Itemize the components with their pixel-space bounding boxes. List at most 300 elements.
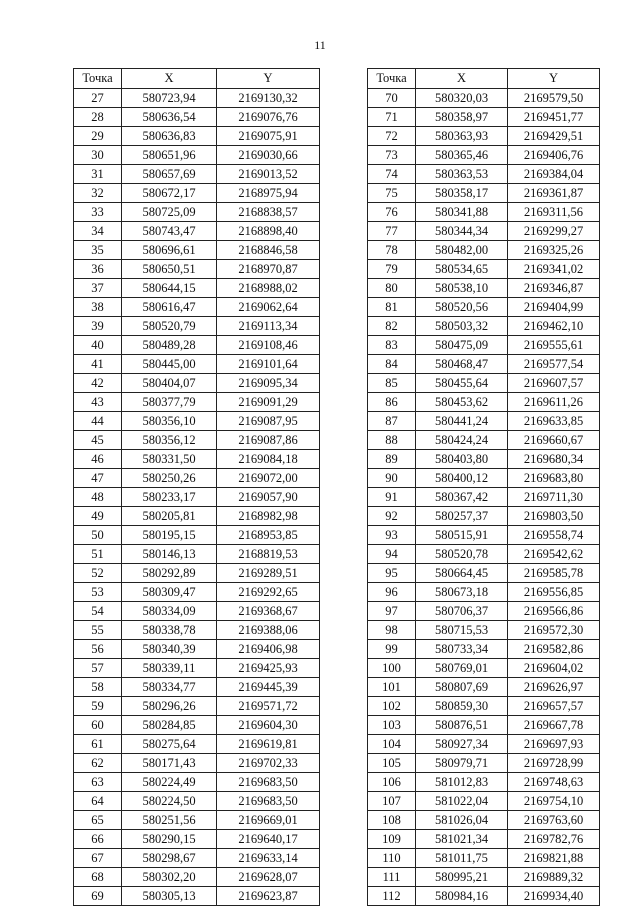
cell-point: 110: [368, 849, 416, 868]
cell-y: 2169030,66: [217, 146, 320, 165]
table-row: [74, 431, 320, 450]
cell-point: 62: [74, 754, 122, 773]
table-row: [368, 583, 600, 602]
table-row: [368, 792, 600, 811]
table-row: [74, 602, 320, 621]
cell-y: 2169108,46: [217, 336, 320, 355]
cell-point: 111: [368, 868, 416, 887]
cell-point: 40: [74, 336, 122, 355]
cell-y: 2169667,78: [508, 716, 600, 735]
cell-x: 580725,09: [122, 203, 217, 222]
cell-point: 94: [368, 545, 416, 564]
cell-y: 2168838,57: [217, 203, 320, 222]
table-row: [74, 260, 320, 279]
cell-point: 81: [368, 298, 416, 317]
cell-y: 2169072,00: [217, 469, 320, 488]
table-row: [368, 222, 600, 241]
cell-x: 581022,04: [416, 792, 508, 811]
cell-x: 580672,17: [122, 184, 217, 203]
cell-x: 581021,34: [416, 830, 508, 849]
table-row: [368, 260, 600, 279]
cell-y: 2169542,62: [508, 545, 600, 564]
table-row: [74, 868, 320, 887]
cell-y: 2168982,98: [217, 507, 320, 526]
cell-y: 2169556,85: [508, 583, 600, 602]
table-row: [74, 773, 320, 792]
cell-x: 580636,83: [122, 127, 217, 146]
cell-point: 58: [74, 678, 122, 697]
cell-y: 2169451,77: [508, 108, 600, 127]
cell-y: 2169683,50: [217, 792, 320, 811]
table-row: [368, 203, 600, 222]
cell-x: 580334,77: [122, 678, 217, 697]
cell-x: 580146,13: [122, 545, 217, 564]
table-row: [74, 621, 320, 640]
cell-x: 580404,07: [122, 374, 217, 393]
cell-x: 580984,16: [416, 887, 508, 906]
cell-x: 580403,80: [416, 450, 508, 469]
cell-x: 580733,34: [416, 640, 508, 659]
cell-point: 50: [74, 526, 122, 545]
table-row: [368, 298, 600, 317]
table-row: [368, 241, 600, 260]
cell-x: 580475,09: [416, 336, 508, 355]
cell-y: 2169384,04: [508, 165, 600, 184]
cell-x: 580233,17: [122, 488, 217, 507]
cell-point: 66: [74, 830, 122, 849]
cell-x: 580636,54: [122, 108, 217, 127]
cell-y: 2169763,60: [508, 811, 600, 830]
table-row: [74, 811, 320, 830]
cell-x: 580338,78: [122, 621, 217, 640]
cell-point: 56: [74, 640, 122, 659]
cell-point: 68: [74, 868, 122, 887]
table-row: [74, 830, 320, 849]
cell-y: 2169388,06: [217, 621, 320, 640]
cell-y: 2169611,26: [508, 393, 600, 412]
cell-x: 580344,34: [416, 222, 508, 241]
cell-y: 2169604,30: [217, 716, 320, 735]
cell-x: 580644,15: [122, 279, 217, 298]
cell-x: 580520,78: [416, 545, 508, 564]
table-row: [368, 412, 600, 431]
cell-y: 2169683,50: [217, 773, 320, 792]
table-row: [368, 108, 600, 127]
cell-x: 580979,71: [416, 754, 508, 773]
cell-y: 2169289,51: [217, 564, 320, 583]
cell-point: 88: [368, 431, 416, 450]
cell-y: 2169429,51: [508, 127, 600, 146]
cell-x: 580356,12: [122, 431, 217, 450]
cell-y: 2169626,97: [508, 678, 600, 697]
table-row: [368, 754, 600, 773]
table-row: [74, 336, 320, 355]
cell-y: 2169406,98: [217, 640, 320, 659]
cell-point: 43: [74, 393, 122, 412]
table-row: [368, 545, 600, 564]
table-row: [74, 108, 320, 127]
table-row: [74, 241, 320, 260]
table-row: [368, 659, 600, 678]
cell-x: 580664,45: [416, 564, 508, 583]
cell-point: 106: [368, 773, 416, 792]
table-row: [74, 507, 320, 526]
cell-point: 84: [368, 355, 416, 374]
table-row: [368, 811, 600, 830]
table-row: [368, 450, 600, 469]
table-row: [368, 374, 600, 393]
table-row: [368, 184, 600, 203]
table-row: [74, 469, 320, 488]
cell-point: 77: [368, 222, 416, 241]
cell-point: 80: [368, 279, 416, 298]
cell-x: 580305,13: [122, 887, 217, 906]
cell-x: 580290,15: [122, 830, 217, 849]
cell-y: 2169325,26: [508, 241, 600, 260]
cell-y: 2169577,54: [508, 355, 600, 374]
cell-y: 2169341,02: [508, 260, 600, 279]
table-row: [74, 279, 320, 298]
cell-point: 73: [368, 146, 416, 165]
cell-x: 580341,88: [416, 203, 508, 222]
cell-x: 580706,37: [416, 602, 508, 621]
cell-point: 78: [368, 241, 416, 260]
cell-point: 69: [74, 887, 122, 906]
table-row: [74, 450, 320, 469]
cell-y: 2169582,86: [508, 640, 600, 659]
cell-y: 2169566,86: [508, 602, 600, 621]
cell-point: 47: [74, 469, 122, 488]
cell-point: 101: [368, 678, 416, 697]
cell-point: 42: [74, 374, 122, 393]
table-row: [74, 564, 320, 583]
table-row: [74, 374, 320, 393]
cell-x: 580302,20: [122, 868, 217, 887]
table-row: [74, 792, 320, 811]
cell-y: 2169113,34: [217, 317, 320, 336]
cell-y: 2169803,50: [508, 507, 600, 526]
table-row: [74, 678, 320, 697]
table-row: [74, 165, 320, 184]
cell-point: 27: [74, 89, 122, 108]
cell-x: 580424,24: [416, 431, 508, 450]
table-body-left: [74, 89, 320, 906]
cell-x: 580358,97: [416, 108, 508, 127]
table-row: [368, 564, 600, 583]
header-y: Y: [508, 69, 600, 89]
table-row: [74, 317, 320, 336]
cell-point: 71: [368, 108, 416, 127]
cell-y: 2169101,64: [217, 355, 320, 374]
cell-point: 46: [74, 450, 122, 469]
cell-x: 580251,56: [122, 811, 217, 830]
cell-x: 580995,21: [416, 868, 508, 887]
cell-x: 580224,50: [122, 792, 217, 811]
cell-x: 580769,01: [416, 659, 508, 678]
cell-point: 109: [368, 830, 416, 849]
cell-y: 2169087,95: [217, 412, 320, 431]
cell-point: 75: [368, 184, 416, 203]
cell-x: 580275,64: [122, 735, 217, 754]
table-row: [368, 146, 600, 165]
table-row: [74, 89, 320, 108]
cell-point: 74: [368, 165, 416, 184]
cell-y: 2169346,87: [508, 279, 600, 298]
table-row: [368, 621, 600, 640]
table-row: [368, 735, 600, 754]
table-row: [368, 640, 600, 659]
cell-x: 580320,03: [416, 89, 508, 108]
cell-x: 580367,42: [416, 488, 508, 507]
cell-y: 2169728,99: [508, 754, 600, 773]
cell-y: 2168846,58: [217, 241, 320, 260]
cell-point: 98: [368, 621, 416, 640]
cell-x: 580358,17: [416, 184, 508, 203]
table-row: [74, 393, 320, 412]
cell-y: 2169130,32: [217, 89, 320, 108]
cell-point: 108: [368, 811, 416, 830]
cell-point: 63: [74, 773, 122, 792]
cell-y: 2169748,63: [508, 773, 600, 792]
cell-x: 580515,91: [416, 526, 508, 545]
cell-x: 580250,26: [122, 469, 217, 488]
cell-x: 580205,81: [122, 507, 217, 526]
table-row: [74, 355, 320, 374]
table-row: [74, 298, 320, 317]
cell-y: 2169889,32: [508, 868, 600, 887]
header-point: Точка: [74, 69, 122, 89]
cell-x: 580520,79: [122, 317, 217, 336]
cell-y: 2169660,67: [508, 431, 600, 450]
table-row: [368, 336, 600, 355]
cell-point: 52: [74, 564, 122, 583]
cell-point: 55: [74, 621, 122, 640]
table-row: [368, 317, 600, 336]
cell-y: 2168898,40: [217, 222, 320, 241]
cell-x: 580298,67: [122, 849, 217, 868]
cell-point: 83: [368, 336, 416, 355]
cell-y: 2169633,85: [508, 412, 600, 431]
cell-x: 580534,65: [416, 260, 508, 279]
table-row: [74, 222, 320, 241]
cell-point: 112: [368, 887, 416, 906]
cell-point: 57: [74, 659, 122, 678]
table-row: [368, 165, 600, 184]
cell-x: 580224,49: [122, 773, 217, 792]
cell-y: 2169669,01: [217, 811, 320, 830]
cell-x: 580489,28: [122, 336, 217, 355]
cell-y: 2168970,87: [217, 260, 320, 279]
cell-x: 580365,46: [416, 146, 508, 165]
cell-point: 53: [74, 583, 122, 602]
cell-point: 70: [368, 89, 416, 108]
header-y: Y: [217, 69, 320, 89]
cell-x: 580363,93: [416, 127, 508, 146]
table-row: [368, 849, 600, 868]
cell-point: 35: [74, 241, 122, 260]
cell-x: 580723,94: [122, 89, 217, 108]
cell-y: 2169057,90: [217, 488, 320, 507]
cell-x: 580455,64: [416, 374, 508, 393]
cell-x: 580356,10: [122, 412, 217, 431]
cell-y: 2169572,30: [508, 621, 600, 640]
table-row: [74, 488, 320, 507]
cell-point: 86: [368, 393, 416, 412]
table-row: [74, 203, 320, 222]
cell-y: 2168988,02: [217, 279, 320, 298]
table-body-right: [368, 89, 600, 906]
cell-point: 49: [74, 507, 122, 526]
table-row: [368, 526, 600, 545]
table-row: [368, 393, 600, 412]
header-x: X: [122, 69, 217, 89]
cell-point: 85: [368, 374, 416, 393]
table-row: [368, 697, 600, 716]
cell-point: 32: [74, 184, 122, 203]
header-x: X: [416, 69, 508, 89]
cell-y: 2169657,57: [508, 697, 600, 716]
cell-y: 2169311,56: [508, 203, 600, 222]
cell-point: 104: [368, 735, 416, 754]
cell-point: 82: [368, 317, 416, 336]
table-row: [74, 735, 320, 754]
table-row: [368, 469, 600, 488]
cell-x: 580334,09: [122, 602, 217, 621]
cell-point: 91: [368, 488, 416, 507]
cell-point: 31: [74, 165, 122, 184]
cell-point: 59: [74, 697, 122, 716]
cell-y: 2169084,18: [217, 450, 320, 469]
cell-y: 2169013,52: [217, 165, 320, 184]
cell-y: 2169571,72: [217, 697, 320, 716]
cell-point: 87: [368, 412, 416, 431]
cell-y: 2169425,93: [217, 659, 320, 678]
coordinates-table-left: [73, 68, 320, 906]
table-row: [74, 526, 320, 545]
cell-y: 2169711,30: [508, 488, 600, 507]
cell-point: 28: [74, 108, 122, 127]
cell-point: 93: [368, 526, 416, 545]
cell-point: 99: [368, 640, 416, 659]
cell-point: 30: [74, 146, 122, 165]
cell-y: 2169579,50: [508, 89, 600, 108]
cell-x: 580339,11: [122, 659, 217, 678]
cell-x: 580363,53: [416, 165, 508, 184]
cell-point: 44: [74, 412, 122, 431]
cell-point: 89: [368, 450, 416, 469]
cell-y: 2169555,61: [508, 336, 600, 355]
cell-point: 76: [368, 203, 416, 222]
cell-x: 580616,47: [122, 298, 217, 317]
cell-x: 581012,83: [416, 773, 508, 792]
cell-x: 580257,37: [416, 507, 508, 526]
cell-y: 2168953,85: [217, 526, 320, 545]
cell-x: 580538,10: [416, 279, 508, 298]
cell-x: 580807,69: [416, 678, 508, 697]
table-row: [74, 640, 320, 659]
table-row: [74, 849, 320, 868]
cell-point: 45: [74, 431, 122, 450]
cell-y: 2169754,10: [508, 792, 600, 811]
cell-x: 580296,26: [122, 697, 217, 716]
cell-point: 36: [74, 260, 122, 279]
cell-y: 2169628,07: [217, 868, 320, 887]
cell-y: 2169062,64: [217, 298, 320, 317]
cell-y: 2169361,87: [508, 184, 600, 203]
cell-point: 33: [74, 203, 122, 222]
cell-y: 2169934,40: [508, 887, 600, 906]
table-row: [368, 488, 600, 507]
cell-x: 580400,12: [416, 469, 508, 488]
cell-y: 2169075,91: [217, 127, 320, 146]
table-row: [368, 602, 600, 621]
cell-point: 96: [368, 583, 416, 602]
cell-point: 107: [368, 792, 416, 811]
cell-y: 2169368,67: [217, 602, 320, 621]
cell-y: 2169607,57: [508, 374, 600, 393]
cell-y: 2169406,76: [508, 146, 600, 165]
cell-y: 2169558,74: [508, 526, 600, 545]
cell-y: 2169697,93: [508, 735, 600, 754]
table-row: [368, 507, 600, 526]
cell-point: 103: [368, 716, 416, 735]
cell-point: 38: [74, 298, 122, 317]
cell-x: 580377,79: [122, 393, 217, 412]
cell-x: 580696,61: [122, 241, 217, 260]
coordinates-table-right: [367, 68, 600, 906]
cell-point: 79: [368, 260, 416, 279]
cell-point: 41: [74, 355, 122, 374]
cell-point: 29: [74, 127, 122, 146]
cell-y: 2169619,81: [217, 735, 320, 754]
cell-y: 2169821,88: [508, 849, 600, 868]
table-row: [74, 545, 320, 564]
cell-x: 580876,51: [416, 716, 508, 735]
cell-x: 580673,18: [416, 583, 508, 602]
cell-x: 580171,43: [122, 754, 217, 773]
cell-x: 580468,47: [416, 355, 508, 374]
cell-y: 2169292,65: [217, 583, 320, 602]
cell-y: 2168819,53: [217, 545, 320, 564]
cell-point: 64: [74, 792, 122, 811]
page-number: 11: [314, 38, 326, 52]
cell-y: 2169087,86: [217, 431, 320, 450]
cell-y: 2169623,87: [217, 887, 320, 906]
cell-point: 54: [74, 602, 122, 621]
cell-y: 2169604,02: [508, 659, 600, 678]
cell-point: 37: [74, 279, 122, 298]
cell-point: 65: [74, 811, 122, 830]
table-row: [74, 697, 320, 716]
cell-x: 580441,24: [416, 412, 508, 431]
cell-point: 102: [368, 697, 416, 716]
table-row: [74, 716, 320, 735]
cell-x: 580284,85: [122, 716, 217, 735]
table-row: [368, 279, 600, 298]
cell-x: 580292,89: [122, 564, 217, 583]
table-row: [74, 146, 320, 165]
table-row: [74, 659, 320, 678]
table-header-row: [74, 69, 320, 89]
cell-point: 97: [368, 602, 416, 621]
cell-point: 100: [368, 659, 416, 678]
cell-x: 580195,15: [122, 526, 217, 545]
cell-y: 2169633,14: [217, 849, 320, 868]
cell-y: 2169683,80: [508, 469, 600, 488]
cell-x: 580309,47: [122, 583, 217, 602]
cell-x: 580445,00: [122, 355, 217, 374]
cell-x: 581026,04: [416, 811, 508, 830]
